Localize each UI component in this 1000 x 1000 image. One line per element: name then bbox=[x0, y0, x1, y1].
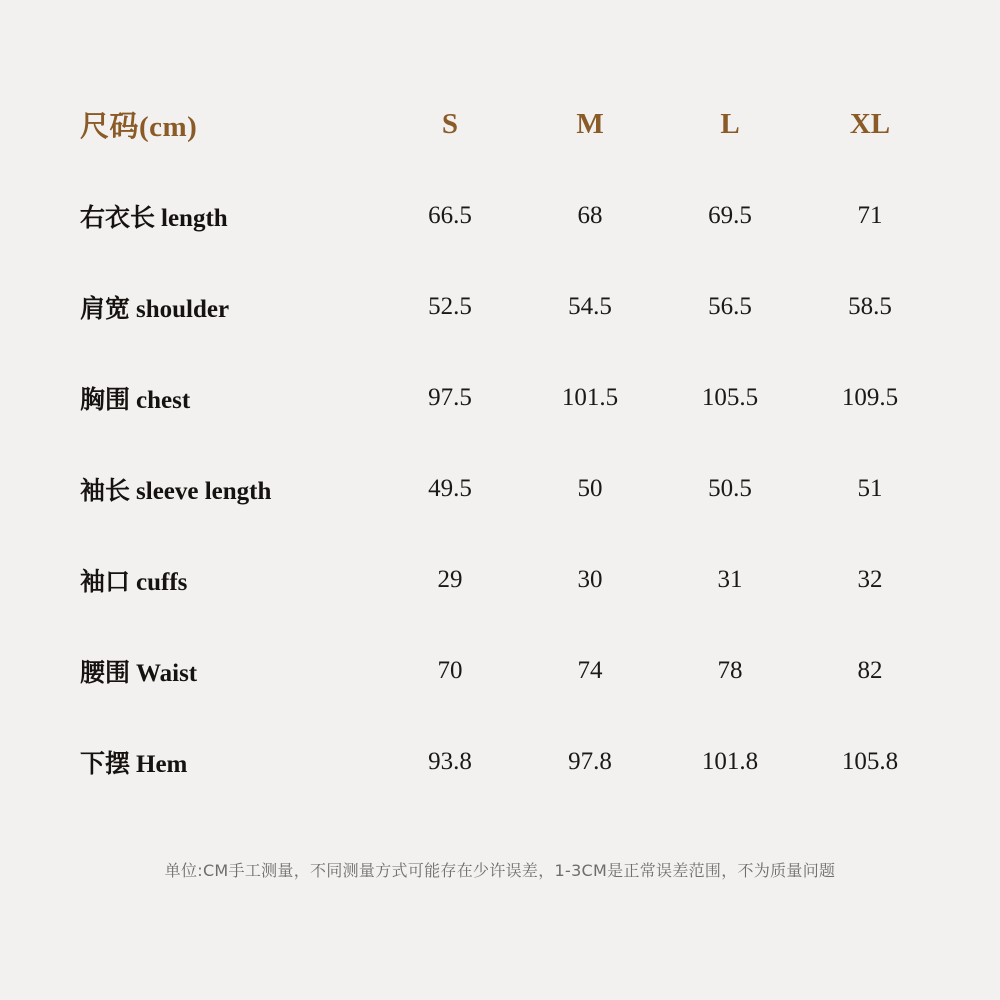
row-label-cn: 下摆 bbox=[80, 748, 131, 778]
table-row bbox=[80, 716, 940, 807]
cell-cuffs-xl: 32 bbox=[857, 565, 883, 593]
row-label-cn: 胸围 bbox=[80, 384, 131, 414]
cell-chest-m: 101.5 bbox=[561, 383, 619, 411]
cell-sleeve-m: 50 bbox=[577, 474, 603, 502]
table-row bbox=[80, 534, 940, 625]
cell-waist-m: 74 bbox=[577, 656, 603, 684]
cell-hem-xl: 105.8 bbox=[841, 747, 899, 775]
cell-length-m: 68 bbox=[577, 201, 603, 229]
measurement-disclaimer: 单位:CM手工测量，不同测量方式可能存在少许误差，1-3CM是正常误差范围，不为质量问题 bbox=[164, 861, 836, 880]
row-label-cn: 右衣长 bbox=[80, 202, 156, 232]
cell-length-xl: 71 bbox=[857, 201, 883, 229]
header-label-unit: 尺码(cm) bbox=[80, 110, 198, 143]
table-row bbox=[80, 443, 940, 534]
cell-shoulder-s: 52.5 bbox=[428, 292, 472, 320]
cell-chest-s: 97.5 bbox=[428, 383, 472, 411]
cell-waist-xl: 82 bbox=[857, 656, 883, 684]
row-label-length bbox=[80, 170, 380, 261]
cell-hem-m: 97.8 bbox=[568, 747, 612, 775]
row-label-shoulder bbox=[80, 261, 380, 352]
cell-chest-l: 105.5 bbox=[701, 383, 759, 411]
row-label-chest bbox=[80, 352, 380, 443]
header-size-l: L bbox=[720, 107, 740, 140]
row-label-hem bbox=[80, 716, 380, 807]
cell-cuffs-l: 31 bbox=[717, 565, 743, 593]
table-row bbox=[80, 352, 940, 443]
header-row bbox=[80, 78, 940, 170]
row-label-en: Hem bbox=[136, 750, 188, 778]
table-body bbox=[80, 170, 940, 807]
header-size-xl: XL bbox=[849, 107, 891, 140]
cell-waist-s: 70 bbox=[437, 656, 463, 684]
cell-sleeve-l: 50.5 bbox=[708, 474, 752, 502]
size-chart-table bbox=[80, 78, 940, 807]
row-label-en: Waist bbox=[136, 659, 198, 687]
row-label-en: shoulder bbox=[136, 295, 230, 323]
row-label-cn: 袖口 bbox=[80, 566, 131, 596]
cell-waist-l: 78 bbox=[717, 656, 743, 684]
cell-sleeve-xl: 51 bbox=[857, 474, 883, 502]
row-label-sleeve-length bbox=[80, 443, 380, 534]
row-label-cn: 腰围 bbox=[80, 657, 131, 687]
cell-shoulder-xl: 58.5 bbox=[848, 292, 892, 320]
row-label-en: chest bbox=[136, 386, 191, 414]
cell-length-s: 66.5 bbox=[428, 201, 472, 229]
row-label-en: length bbox=[161, 204, 228, 232]
cell-shoulder-l: 56.5 bbox=[708, 292, 752, 320]
header-size-s: S bbox=[441, 107, 459, 140]
cell-hem-l: 101.8 bbox=[701, 747, 759, 775]
cell-hem-s: 93.8 bbox=[428, 747, 472, 775]
table-header bbox=[80, 78, 940, 170]
row-label-en: cuffs bbox=[136, 568, 188, 596]
row-label-en: sleeve length bbox=[136, 477, 272, 505]
cell-cuffs-s: 29 bbox=[437, 565, 463, 593]
row-label-cn: 袖长 bbox=[80, 475, 131, 505]
row-label-waist bbox=[80, 625, 380, 716]
cell-length-l: 69.5 bbox=[708, 201, 752, 229]
cell-shoulder-m: 54.5 bbox=[568, 292, 612, 320]
table-row bbox=[80, 625, 940, 716]
cell-cuffs-m: 30 bbox=[577, 565, 603, 593]
table-row bbox=[80, 170, 940, 261]
cell-sleeve-s: 49.5 bbox=[428, 474, 472, 502]
row-label-cn: 肩宽 bbox=[80, 293, 131, 323]
row-label-cuffs bbox=[80, 534, 380, 625]
header-size-m: M bbox=[576, 107, 604, 140]
cell-chest-xl: 109.5 bbox=[841, 383, 899, 411]
table-row bbox=[80, 261, 940, 352]
